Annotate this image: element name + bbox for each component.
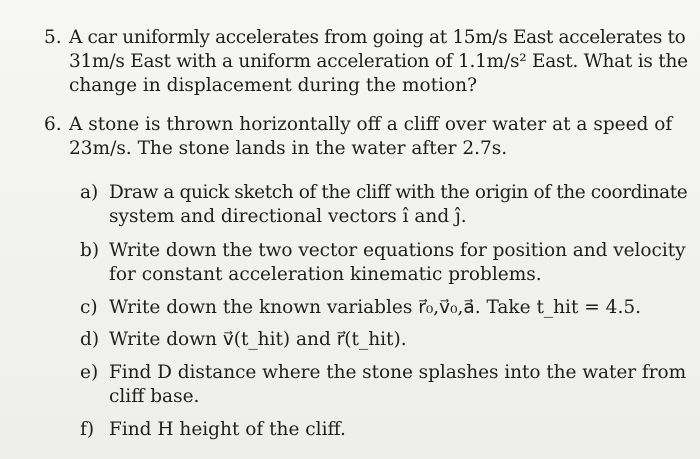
part-a-line-2: system and directional vectors î and ĵ. (109, 206, 467, 227)
part-e-line-1: Find D distance where the stone splashes into the water from (109, 362, 687, 383)
problem-6-line-1: A stone is thrown horizontally off a cliff over water at a speed of (69, 114, 673, 135)
part-f-label: f) (80, 419, 95, 440)
part-d-label: d) (80, 329, 100, 350)
part-e-line-2: cliff base. (109, 386, 200, 407)
part-d-line-1: Write down v⃗(t_hit) and r⃗(t_hit). (109, 329, 407, 350)
problem-6-number: 6. (44, 114, 62, 135)
part-f-line-1: Find H height of the cliff. (109, 419, 346, 440)
part-b-label: b) (80, 240, 100, 261)
part-c-label: c) (80, 297, 98, 318)
part-c-line-1: Write down the known variables r⃗₀,v⃗₀,a⃗. Take t_hit = 4.5. (109, 297, 641, 318)
problem-5-line-2: 31m/s East with a uniform acceleration of 1.1m/s² East. What is the (69, 51, 688, 72)
problem-5-line-3: change in displacement during the motion? (69, 75, 478, 96)
part-e-label: e) (80, 362, 99, 383)
part-a-line-1: Draw a quick sketch of the cliff with the origin of the coordinate (109, 182, 688, 203)
problem-5-line-1: A car uniformly accelerates from going at 15m/s East accelerates to (69, 27, 686, 48)
part-b-line-2: for constant acceleration kinematic problems. (109, 264, 542, 285)
part-b-line-1: Write down the two vector equations for position and velocity (109, 240, 686, 261)
problem-6-line-2: 23m/s. The stone lands in the water after 2.7s. (69, 138, 508, 159)
problem-5-number: 5. (44, 27, 62, 48)
part-a-label: a) (80, 182, 99, 203)
